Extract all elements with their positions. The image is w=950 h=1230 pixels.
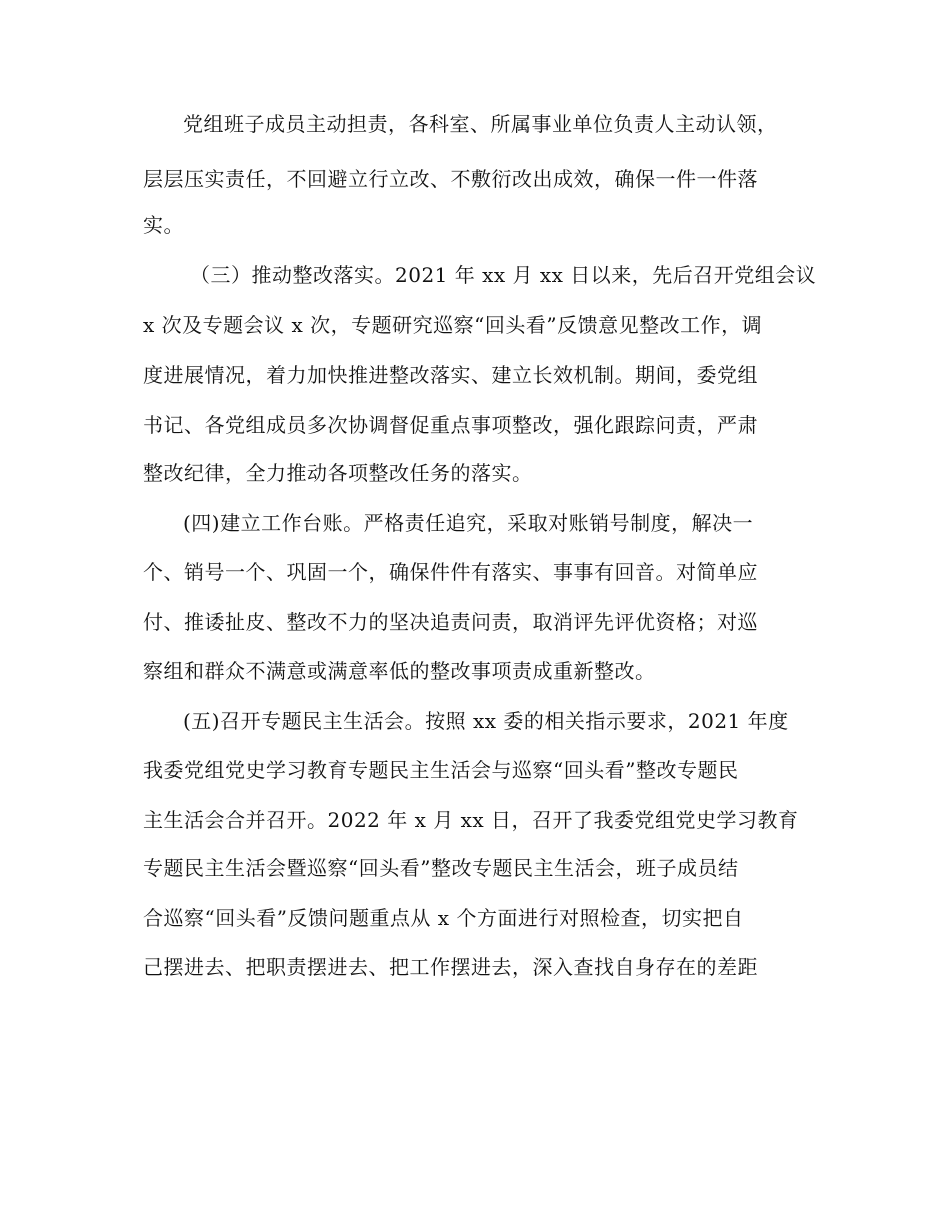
paragraph-4-line-4: 专题民主生活会暨巡察“回头看”整改专题民主生活会，班子成员结 [143,856,739,880]
paragraph-3-line-1: (四)建立工作台账。严格责任追究，采取对账销号制度，解决一 [183,511,754,535]
paragraph-4-line-2: 我委党组党史学习教育专题民主生活会与巡察“回头看”整改专题民 [143,758,739,782]
paragraph-2-line-1: （三）推动整改落实。2021 年 xx 月 xx 日以来，先后召开党组会议 [190,263,817,287]
paragraph-3-line-4: 察组和群众不满意或满意率低的整改事项责成重新整改。 [143,659,656,683]
paragraph-3-line-3: 付、推诿扯皮、整改不力的坚决追责问责，取消评先评优资格；对巡 [143,610,758,634]
paragraph-1-line-3: 实。 [143,213,184,237]
paragraph-3-line-2: 个、销号一个、巩固一个，确保件件有落实、事事有回音。对简单应 [143,560,758,584]
paragraph-2-line-5: 整改纪律，全力推动各项整改任务的落实。 [143,461,533,485]
paragraph-4-line-3: 主生活会合并召开。2022 年 x 月 xx 日，召开了我委党组党史学习教育 [143,808,799,832]
paragraph-4-line-1: (五)召开专题民主生活会。按照 xx 委的相关指示要求，2021 年度 [183,709,789,733]
paragraph-1-line-1: 党组班子成员主动担责，各科室、所属事业单位负责人主动认领， [183,112,778,136]
paragraph-2-line-3: 度进展情况，着力加快推进整改落实、建立长效机制。期间，委党组 [143,363,758,387]
paragraph-4-line-6: 己摆进去、把职责摆进去、把工作摆进去，深入查找自身存在的差距 [143,955,758,979]
paragraph-2-line-2: x 次及专题会议 x 次，专题研究巡察“回头看”反馈意见整改工作，调 [143,313,763,337]
paragraph-4-line-5: 合巡察“回头看”反馈问题重点从 x 个方面进行对照检查，切实把自 [143,906,744,930]
paragraph-1-line-2: 层层压实责任，不回避立行立改、不敷衍改出成效，确保一件一件落 [143,167,758,191]
paragraph-2-line-4: 书记、各党组成员多次协调督促重点事项整改，强化跟踪问责，严肃 [143,413,758,437]
